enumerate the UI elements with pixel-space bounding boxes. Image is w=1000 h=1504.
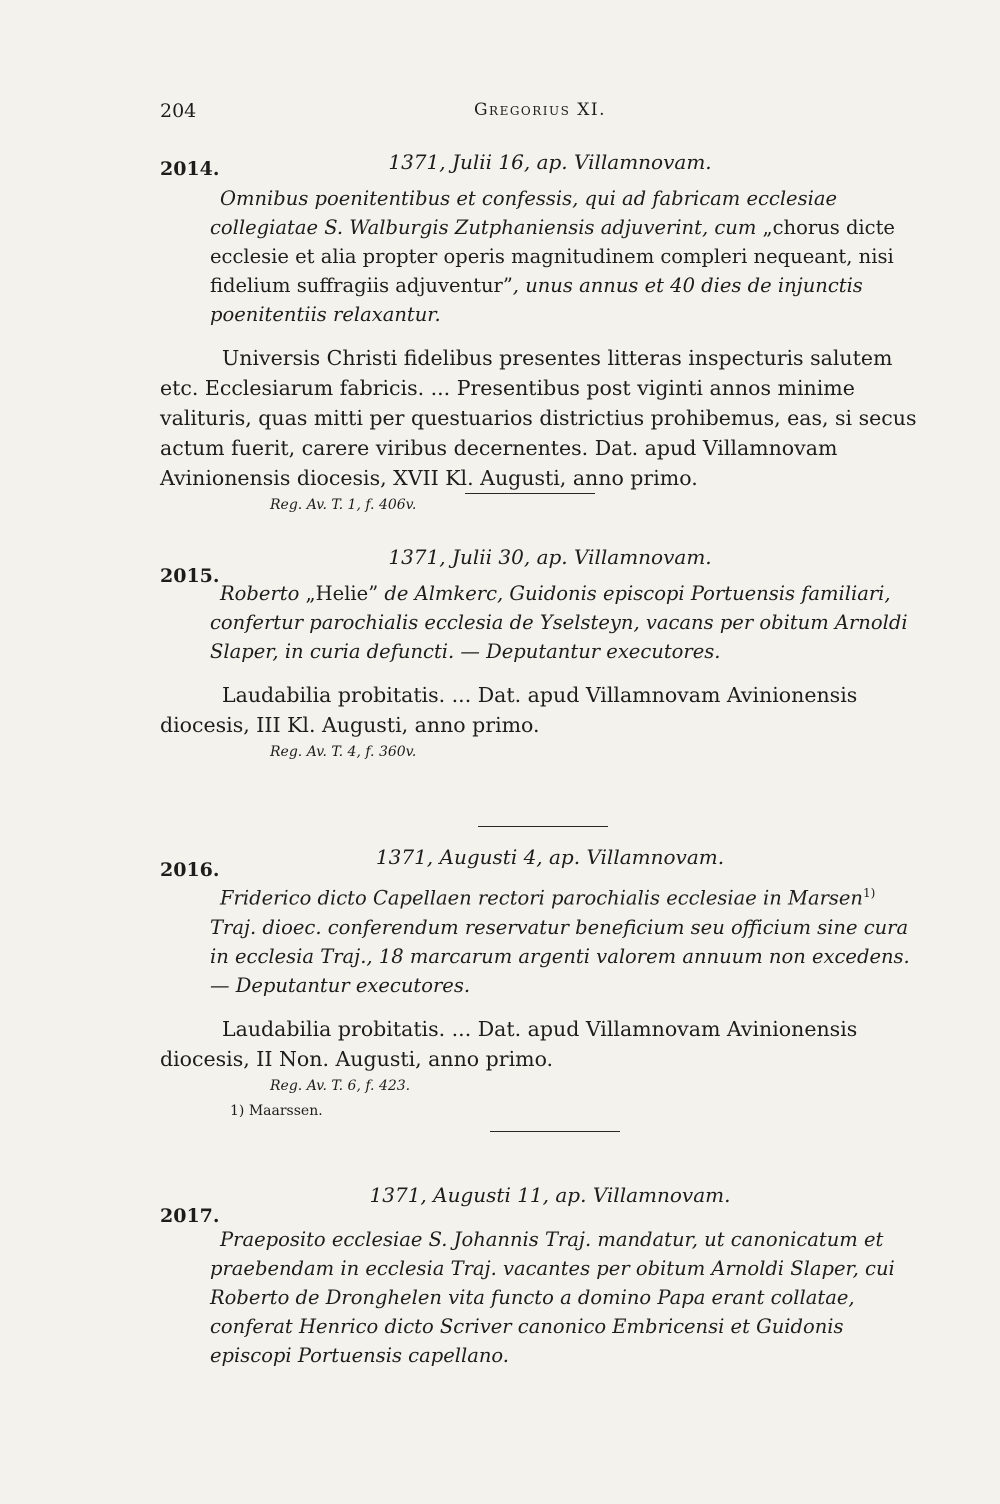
register-reference: Reg. Av. T. 1, f. 406v. — [270, 497, 417, 513]
register-reference: Reg. Av. T. 4, f. 360v. — [270, 744, 417, 760]
entry-summary: Friderico dicto Capellaen rectori parochialis ecclesiae in Marsen$^{1)}$ Traj. dioec. conferendum reservatur beneficium seu officium sine cura in ecclesia Traj., 18 marcarum argenti valorem annuum non excedens. — Deputantur executores. — [210, 886, 910, 997]
footnote-marker: 1) — [863, 886, 876, 900]
page-number: 204 — [160, 100, 197, 122]
entry-summary: Omnibus poenitentibus et confessis, qui ad fabricam ecclesiae collegiatae S. Walburgis Zutphaniensis adjuverint, cum „chorus dicte ecclesie et alia propter operis magnitudinem compleri nequeant, nisi fidelium suffragiis adjuventur”, unus annus et 40 dies de injunctis poenitentiis relaxantur. — [210, 187, 895, 326]
section-divider — [478, 826, 608, 827]
entry-text: Universis Christi fidelibus presentes litteras inspecturis salutem etc. Ecclesiarum fabricis. ... Presentibus post viginti annos minime valituris, quas mitti per questuarios districtius prohibemus, eas, si secus actum fuerit, carere viribus decernentes. Dat. apud Villamnovam Avinionensis diocesis, XVII Kl. Augusti, anno primo. — [160, 346, 917, 490]
entry-text: Laudabilia probitatis. ... Dat. apud Villamnovam Avinionensis diocesis, III Kl. Augusti, anno primo. — [160, 683, 858, 737]
entry-2016 — [160, 845, 920, 1094]
entry-date: 1371, Julii 30, ap. Villamnovam. — [388, 545, 712, 569]
entry-summary: Praeposito ecclesiae S. Johannis Traj. mandatur, ut canonicatum et praebendam in ecclesia Traj. vacantes per obitum Arnoldi Slaper, cui Roberto de Dronghelen vita functo a domino Papa erant collatae, conferat Henrico dicto Scriver canonico Embricensi et Guidonis episcopi Portuensis capellano. — [210, 1228, 895, 1367]
entry-date: 1371, Augusti 11, ap. Villamnovam. — [369, 1183, 731, 1207]
entry-date: 1371, Augusti 4, ap. Villamnovam. — [375, 845, 725, 869]
entry-number: 2014. — [160, 158, 220, 180]
running-title: Gregorius XI. — [473, 100, 607, 120]
entry-date: 1371, Julii 16, ap. Villamnovam. — [388, 150, 712, 174]
entry-number: 2015. — [160, 565, 220, 587]
entry-number: 2017. — [160, 1205, 220, 1227]
entry-text: Laudabilia probitatis. ... Dat. apud Villamnovam Avinionensis diocesis, II Non. Augusti, anno primo. — [160, 1016, 858, 1071]
entry-number: 2016. — [160, 859, 220, 881]
entry-2015 — [160, 545, 920, 760]
footnote: 1) Maarssen. — [230, 1103, 323, 1119]
section-divider — [490, 1131, 620, 1132]
entry-2014 — [160, 150, 920, 513]
register-reference: Reg. Av. T. 6, f. 423. — [270, 1077, 411, 1094]
entry-2017 — [160, 1183, 920, 1370]
page-header — [160, 100, 920, 130]
section-divider — [465, 493, 595, 494]
entry-summary: Roberto „Helie” de Almkerc, Guidonis episcopi Portuensis familiari, confertur parochialis ecclesia de Yselsteyn, vacans per obitum Arnoldi Slaper, in curia defuncti. — Deputantur executores. — [210, 582, 908, 663]
